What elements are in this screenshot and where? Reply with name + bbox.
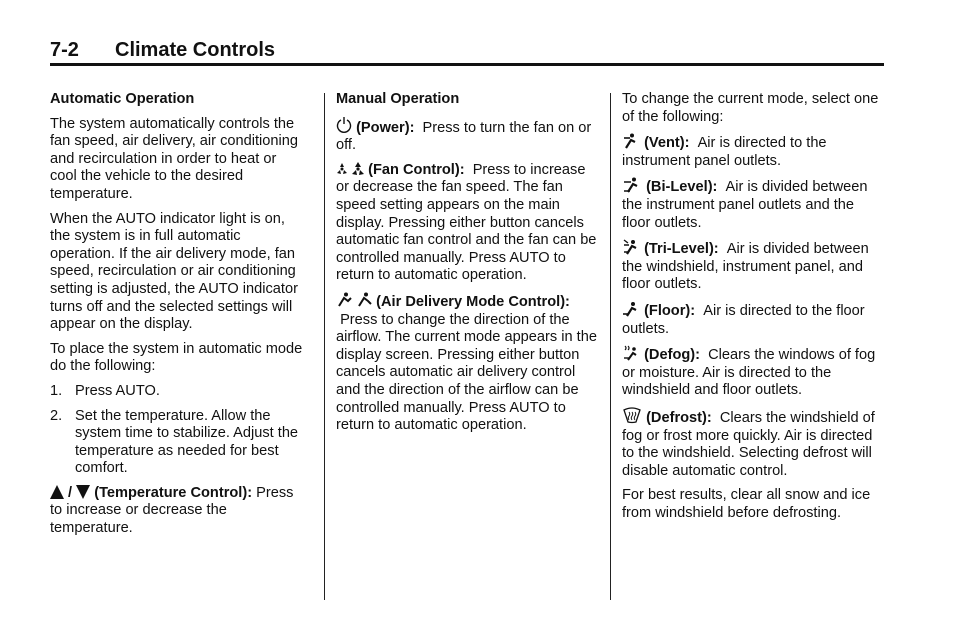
mode-down-icon — [356, 292, 372, 308]
section-heading: Automatic Operation — [50, 91, 195, 107]
list-item — [50, 408, 305, 478]
section-heading: Manual Operation — [336, 91, 460, 107]
column-manual-operation — [336, 91, 598, 442]
entry-label: (Fan Control): — [368, 161, 465, 178]
entry-text: Clears the windshield of fog or frost more quickly. Air is directed to the windshield. Selecting defrost will disable automatic control. — [622, 409, 875, 479]
column-divider — [324, 93, 325, 600]
entry-text: Press to increase or decrease the temperature. — [50, 484, 294, 537]
entry-text: Air is divided between the windshield, instrument panel, and floor outlets. — [622, 241, 869, 293]
entry-text: Press to change the direction of the airflow. The current mode appears in the display screen. Pressing either button cancels automatic air delivery control and the direction of the airflow can be controlled manually. Press AUTO to return to automatic operation. — [336, 311, 597, 434]
defog-mode-icon — [622, 345, 640, 361]
entry-label: (Temperature Control): — [94, 484, 253, 501]
step-text: Press AUTO. — [75, 382, 160, 399]
air-delivery-entry — [336, 292, 598, 435]
defrost-mode-icon — [622, 407, 642, 424]
entry-label: (Tri-Level): — [644, 241, 719, 258]
vent-mode-icon — [622, 133, 640, 149]
entry-text: Air is directed to the instrument panel outlets. — [622, 135, 827, 169]
header-rule — [50, 63, 884, 66]
step-number: 1. — [50, 382, 63, 399]
page-header — [50, 39, 884, 65]
entry-label: (Power): — [356, 119, 415, 136]
entry-label: (Defog): — [644, 347, 700, 364]
vent-mode-entry — [622, 133, 884, 170]
tri-level-mode-icon — [622, 239, 640, 255]
paragraph: When the AUTO indicator light is on, the system is in full automatic operation. If the air delivery mode, fan speed, recirculation or air conditioning setting is adjusted, the AUTO indicator turns off and the selected settings will appear on the display. — [50, 210, 298, 333]
section-number: 7-2 — [50, 39, 79, 61]
bi-level-mode-entry — [622, 177, 884, 232]
bi-level-mode-icon — [622, 177, 642, 193]
temperature-up-icon — [50, 485, 64, 499]
temperature-down-icon — [76, 485, 90, 499]
floor-mode-entry — [622, 301, 884, 338]
entry-label: (Floor): — [644, 302, 696, 319]
floor-mode-icon — [622, 301, 640, 317]
paragraph: The system automatically controls the fan speed, air delivery, air conditioning and recirculation in order to heat or cool the vehicle to the desired temperature. — [50, 115, 298, 202]
column-air-delivery-modes — [622, 91, 884, 529]
entry-label: (Vent): — [644, 135, 690, 152]
entry-label: (Defrost): — [646, 409, 712, 426]
page-title: Climate Controls — [115, 39, 276, 61]
column-automatic-operation — [50, 91, 305, 545]
entry-label: (Air Delivery Mode Control): — [376, 293, 570, 310]
steps-list — [50, 383, 305, 478]
fan-up-icon — [352, 162, 364, 176]
power-entry — [336, 116, 598, 155]
temperature-control-entry — [50, 485, 305, 538]
list-item — [50, 383, 305, 401]
power-icon — [336, 116, 352, 134]
tri-level-mode-entry — [622, 239, 884, 294]
defrost-mode-entry — [622, 407, 884, 480]
entry-text: Press to turn the fan on or off. — [336, 119, 592, 154]
step-number: 2. — [50, 407, 63, 424]
fan-control-entry — [336, 162, 598, 285]
entry-text: Press to increase or decrease the fan speed. The fan speed setting appears on the main display. Pressing either button cancels automatic fan control and the fan can be controlled manually. Press AUTO to return to automatic operation. — [336, 161, 597, 284]
defog-mode-entry — [622, 345, 884, 400]
entry-text: Air is divided between the instrument panel outlets and the floor outlets. — [622, 179, 868, 231]
entry-text: Clears the windows of fog or moisture. Air is directed to the windshield and floor outlets. — [622, 347, 876, 399]
paragraph: To place the system in automatic mode do the following: — [50, 340, 303, 375]
entry-label: (Bi-Level): — [646, 179, 718, 196]
paragraph: For best results, clear all snow and ice from windshield before defrosting. — [622, 487, 871, 521]
column-divider — [610, 93, 611, 600]
step-text: Set the temperature. Allow the system time to stabilize. Adjust the temperature as needed for best comfort. — [75, 407, 299, 477]
paragraph: To change the current mode, select one of the following: — [622, 91, 879, 125]
entry-text: Air is directed to the floor outlets. — [622, 302, 865, 337]
separator: / — [64, 484, 77, 501]
mode-up-icon — [336, 292, 352, 308]
fan-down-icon — [336, 162, 348, 176]
